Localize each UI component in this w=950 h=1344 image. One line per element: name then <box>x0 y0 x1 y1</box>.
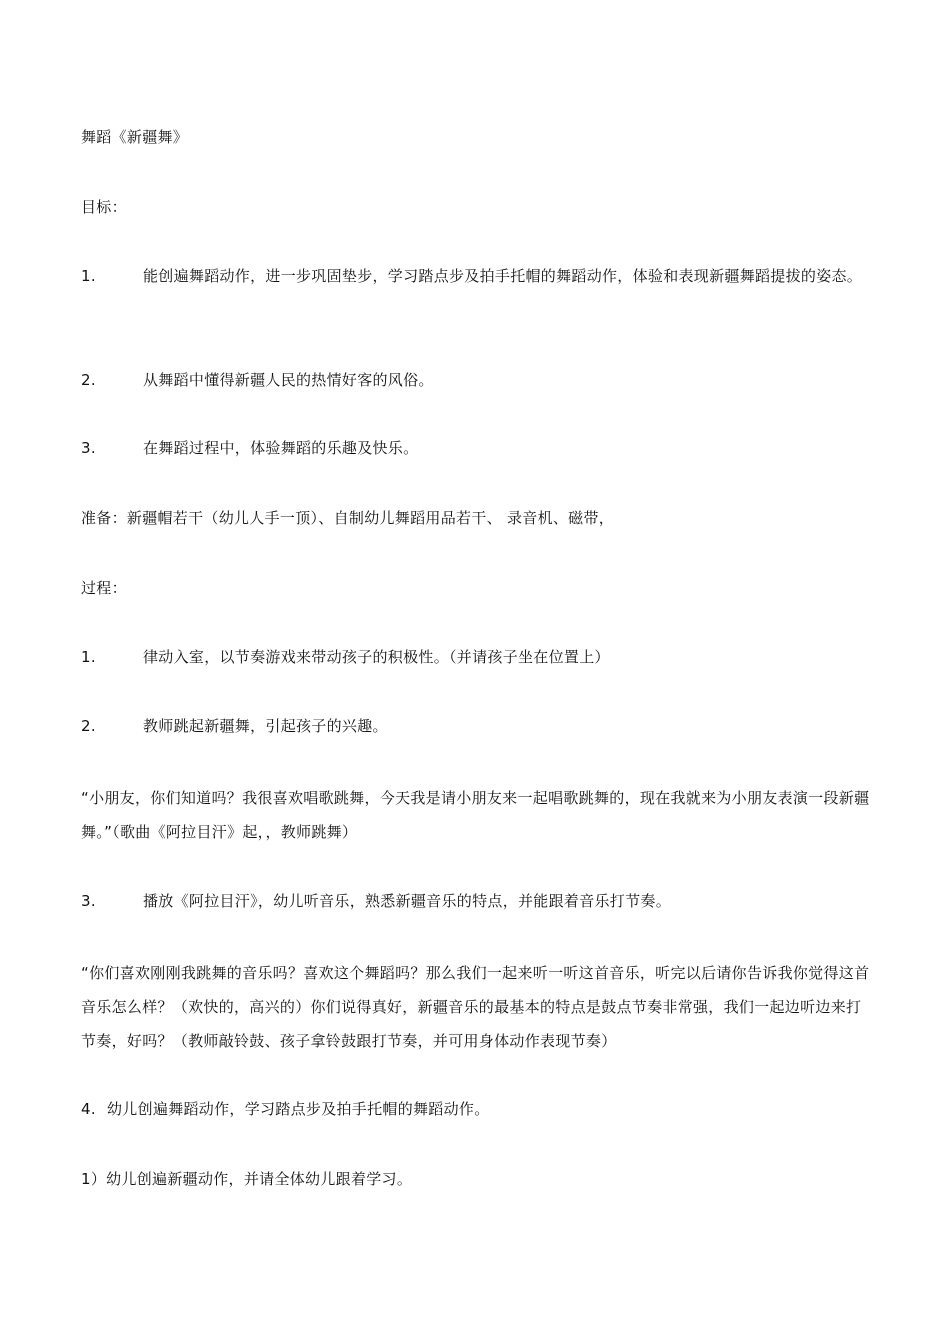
substep-item-1 <box>81 1172 871 1187</box>
doc-title: 舞蹈《新疆舞》 <box>81 128 189 146</box>
substep-text: 幼儿创遍新疆动作，并请全体幼儿跟着学习。 <box>106 1170 413 1188</box>
teacher-quote: “小朋友，你们知道吗？我很喜欢唱歌跳舞，今天我是请小朋友来一起唱歌跳舞的，现在我就来为小朋友表演一段新疆舞。”（歌曲《阿拉目汗》起，，教师跳舞） <box>81 789 870 841</box>
goal-text: 在舞蹈过程中，体验舞蹈的乐趣及快乐。 <box>143 439 419 457</box>
goal-number: 2. <box>81 371 96 389</box>
step-text: 播放《阿拉目汗》，幼儿听音乐，熟悉新疆音乐的特点，并能跟着音乐打节奏。 <box>143 892 672 910</box>
music-quote: “你们喜欢刚刚我跳舞的音乐吗？喜欢这个舞蹈吗？那么我们一起来听一听这首音乐，听完以后请你告诉我你觉得这首音乐怎么样？（欢快的，高兴的）你们说得真好，新疆音乐的最基本的特点是鼓点节奏非常强，我们一起边听边来打节奏，好吗？（教师敲铃鼓、孩子拿铃鼓跟打节奏，并可用身体动作表现节奏） <box>81 964 870 1050</box>
goal-number: 3. <box>81 439 96 457</box>
goal-label: 目标： <box>81 198 127 216</box>
goal-number: 1. <box>81 267 96 285</box>
goal-text: 从舞蹈中懂得新疆人民的热情好客的风俗。 <box>143 371 434 389</box>
goal-item-1 <box>81 259 871 293</box>
preparation-text: 准备：新疆帽若干（幼儿人手一顶）、自制幼儿舞蹈用品若干、 录音机、磁带， <box>81 509 615 527</box>
step-number: 4. <box>81 1100 96 1118</box>
step-item-4 <box>81 1102 871 1117</box>
step-item-3 <box>81 894 871 909</box>
step-number: 3. <box>81 892 96 910</box>
step-item-1 <box>81 650 871 665</box>
process-label: 过程： <box>81 579 127 597</box>
step-item-2 <box>81 719 871 734</box>
goal-item-2 <box>81 373 871 388</box>
step-text: 幼儿创遍舞蹈动作，学习踏点步及拍手托帽的舞蹈动作。 <box>107 1100 490 1118</box>
step-number: 1. <box>81 648 96 666</box>
substep-number: 1） <box>81 1170 107 1188</box>
goal-text: 能创遍舞蹈动作，进一步巩固垫步，学习踏点步及拍手托帽的舞蹈动作，体验和表现新疆舞蹈提拔的姿态。 <box>143 267 863 285</box>
step-text: 律动入室，以节奏游戏来带动孩子的积极性。（并请孩子坐在位置上） <box>143 648 610 666</box>
goal-item-3 <box>81 441 871 456</box>
step-number: 2. <box>81 717 96 735</box>
step-text: 教师跳起新疆舞，引起孩子的兴趣。 <box>143 717 388 735</box>
